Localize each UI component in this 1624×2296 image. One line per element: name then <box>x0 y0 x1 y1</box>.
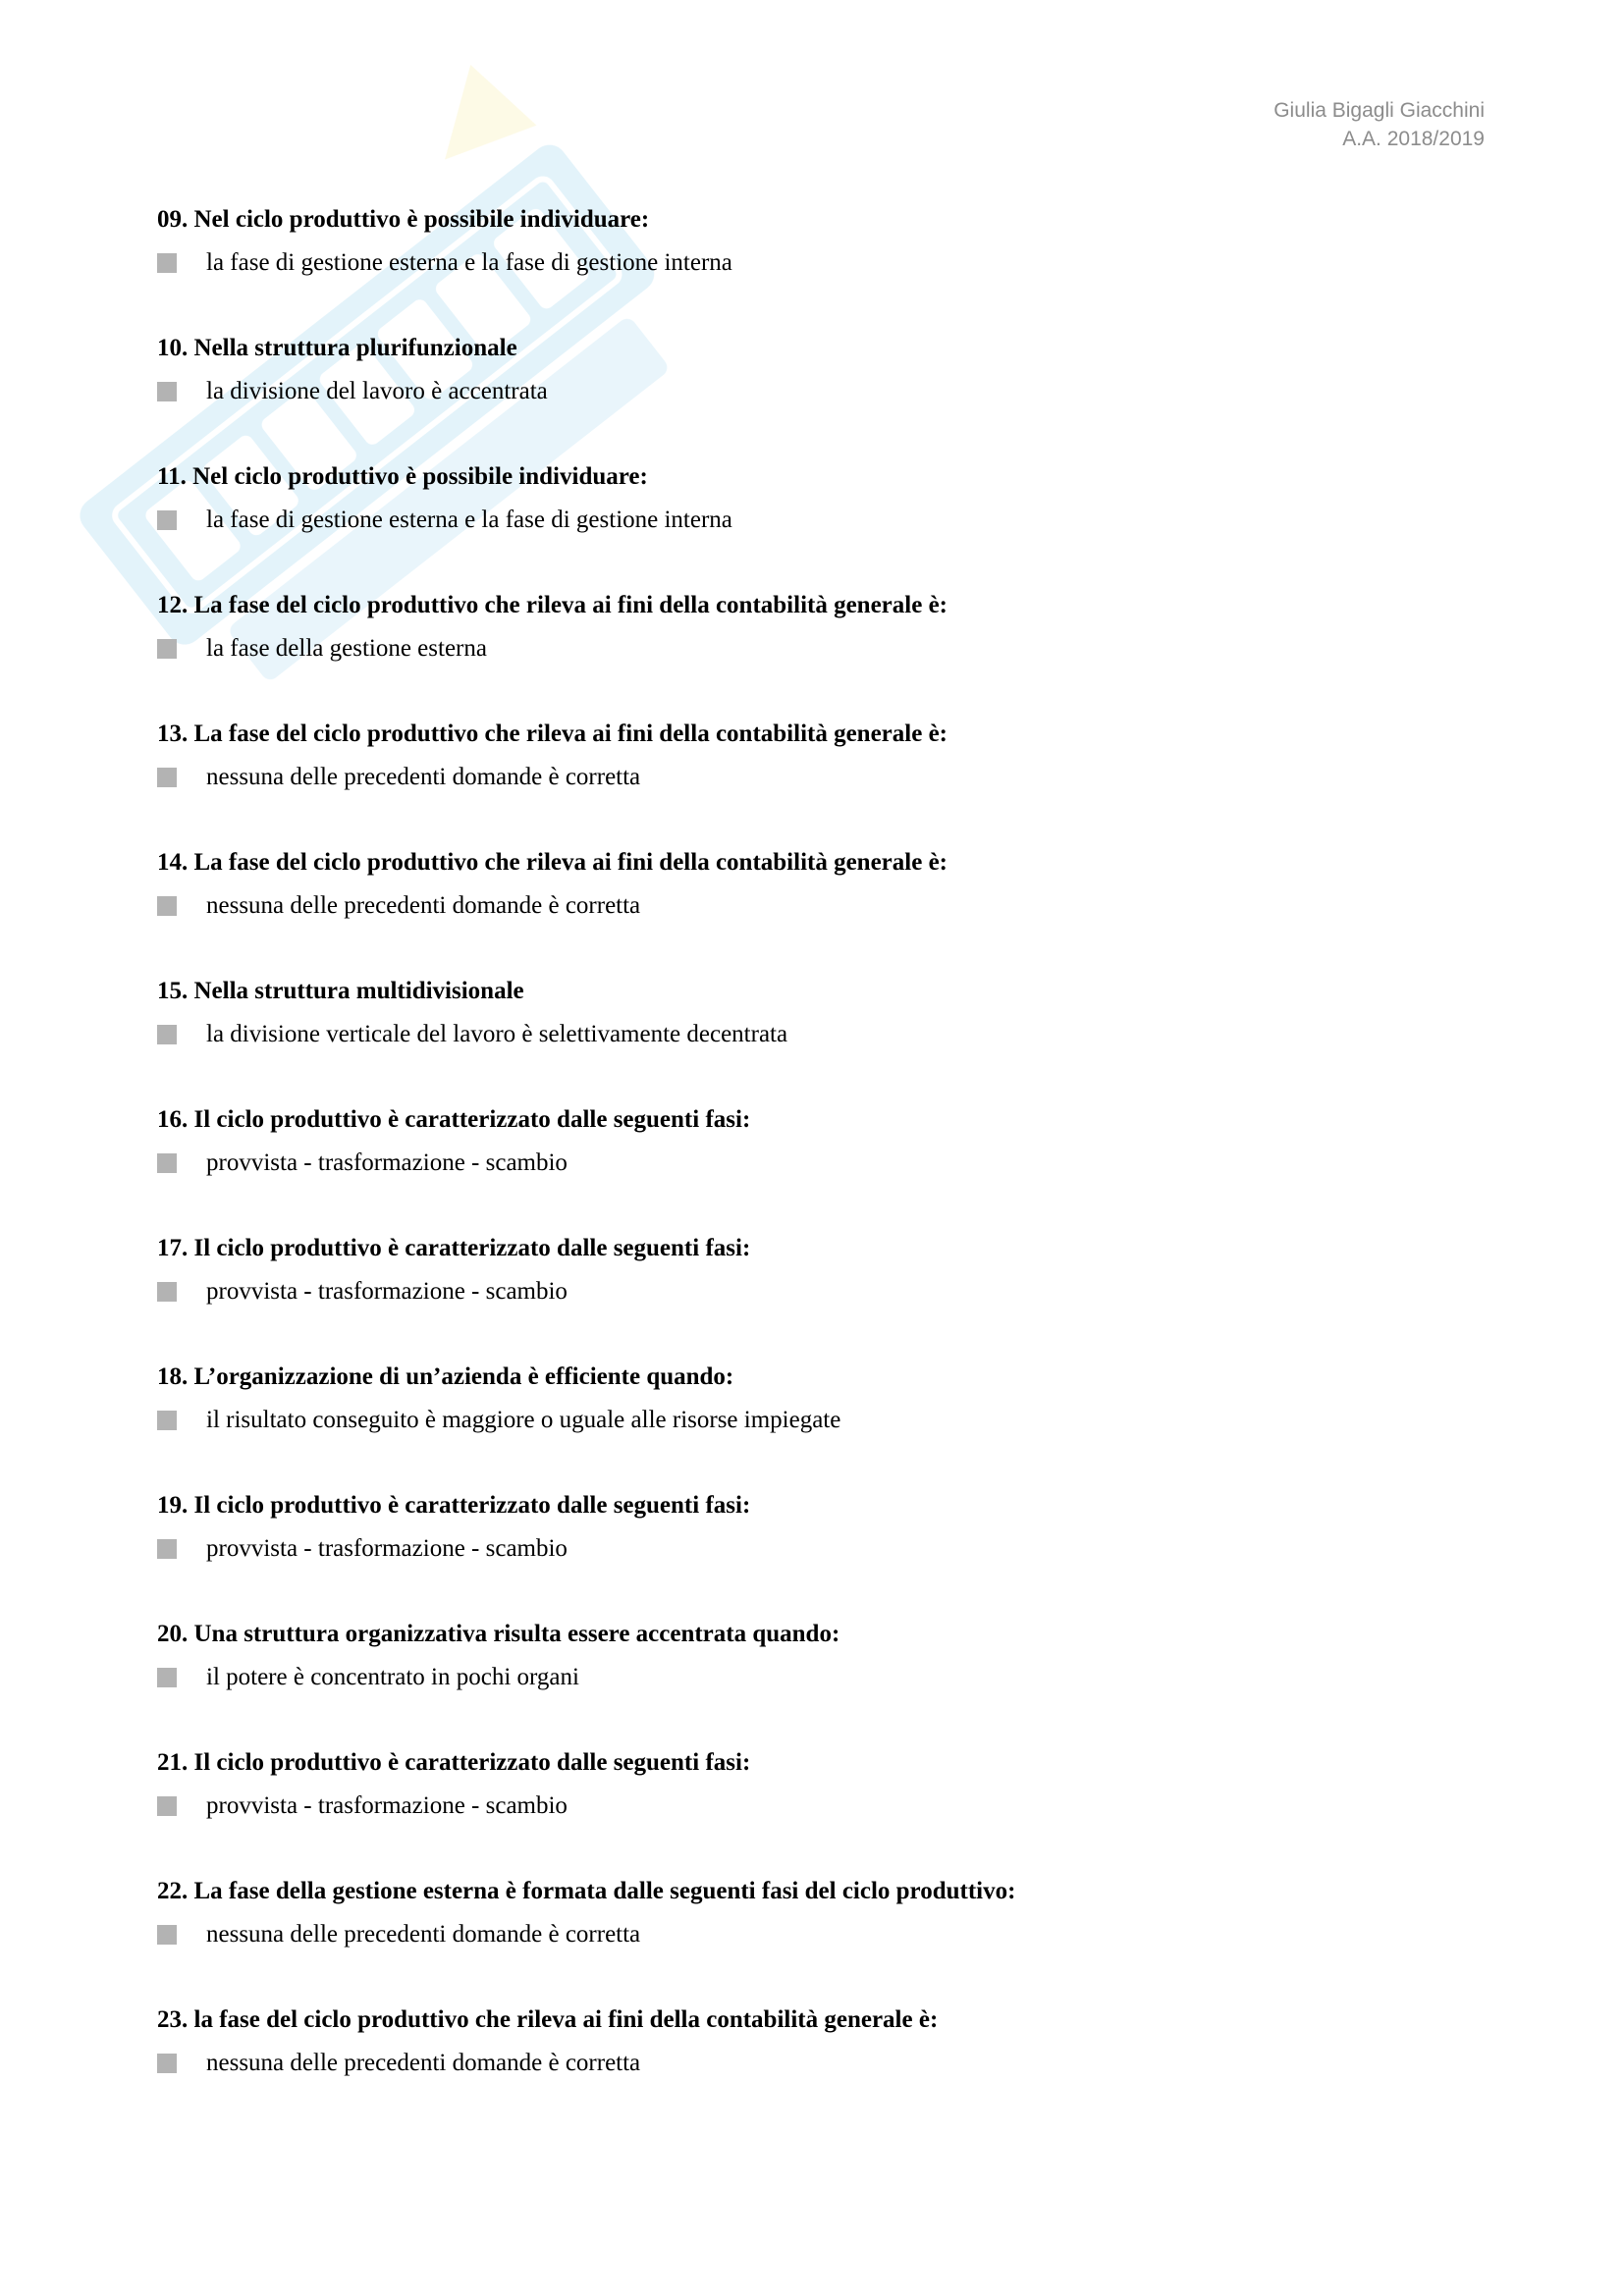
answer-text: provvista - trasformazione - scambio <box>206 1792 568 1819</box>
question-item <box>157 1233 1492 1362</box>
question-item <box>157 2004 1492 2133</box>
checkbox-icon <box>157 639 177 659</box>
question-item <box>157 1747 1492 1876</box>
answer-row <box>157 1533 568 1565</box>
question-item <box>157 719 1492 847</box>
checkbox-icon <box>157 1668 177 1687</box>
checkbox-icon <box>157 1282 177 1302</box>
academic-year: A.A. 2018/2019 <box>1342 128 1485 150</box>
question-text: 18. L’organizzazione di un’azienda è efficiente quando: <box>157 1363 734 1390</box>
question-item <box>157 976 1492 1104</box>
question-list <box>157 204 1492 2133</box>
answer-row <box>157 1662 579 1693</box>
question-text: 15. Nella struttura multidivisionale <box>157 978 524 1004</box>
question-item <box>157 1104 1492 1233</box>
checkbox-icon <box>157 1025 177 1044</box>
question-text: 23. la fase del ciclo produttivo che rileva ai fini della contabilità generale è: <box>157 2006 939 2033</box>
answer-text: provvista - trasformazione - scambio <box>206 1149 568 1176</box>
question-text: 19. Il ciclo produttivo è caratterizzato dalle seguenti fasi: <box>157 1492 751 1519</box>
answer-row <box>157 1405 840 1436</box>
answer-row <box>157 633 487 665</box>
checkbox-icon <box>157 1153 177 1173</box>
question-text: 14. La fase del ciclo produttivo che rileva ai fini della contabilità generale è: <box>157 849 947 876</box>
answer-text: provvista - trasformazione - scambio <box>206 1278 568 1305</box>
answer-text: nessuna delle precedenti domande è corretta <box>206 764 641 790</box>
question-text: 13. La fase del ciclo produttivo che rileva ai fini della contabilità generale è: <box>157 721 947 747</box>
question-text: 10. Nella struttura plurifunzionale <box>157 335 517 361</box>
answer-row <box>157 505 732 536</box>
question-text: 09. Nel ciclo produttivo è possibile individuare: <box>157 206 650 233</box>
question-text: 17. Il ciclo produttivo è caratterizzato dalle seguenti fasi: <box>157 1235 751 1261</box>
answer-row <box>157 890 640 922</box>
answer-row <box>157 247 732 279</box>
answer-text: la fase di gestione esterna e la fase di gestione interna <box>206 249 732 276</box>
answer-text: nessuna delle precedenti domande è corretta <box>206 892 641 919</box>
checkbox-icon <box>157 253 177 273</box>
question-item <box>157 590 1492 719</box>
checkbox-icon <box>157 1925 177 1945</box>
answer-row <box>157 376 548 407</box>
answer-text: il risultato conseguito è maggiore o uguale alle risorse impiegate <box>206 1407 841 1433</box>
author-name: Giulia Bigagli Giacchini <box>1273 99 1485 122</box>
answer-text: nessuna delle precedenti domande è corretta <box>206 2050 641 2076</box>
answer-text: la fase di gestione esterna e la fase di gestione interna <box>206 507 732 533</box>
answer-row <box>157 762 640 793</box>
question-text: 11. Nel ciclo produttivo è possibile individuare: <box>157 463 648 490</box>
question-item <box>157 1876 1492 2004</box>
answer-text: la fase della gestione esterna <box>206 635 487 662</box>
question-item <box>157 1490 1492 1619</box>
question-item <box>157 333 1492 461</box>
question-item <box>157 847 1492 976</box>
answer-row <box>157 1148 568 1179</box>
answer-text: la divisione verticale del lavoro è selettivamente decentrata <box>206 1021 788 1047</box>
checkbox-icon <box>157 768 177 787</box>
document-header <box>1273 96 1485 153</box>
answer-row <box>157 1019 787 1050</box>
question-text: 20. Una struttura organizzativa risulta essere accentrata quando: <box>157 1621 840 1647</box>
question-item <box>157 1362 1492 1490</box>
question-text: 22. La fase della gestione esterna è formata dalle seguenti fasi del ciclo produttivo: <box>157 1878 1016 1904</box>
question-text: 12. La fase del ciclo produttivo che rileva ai fini della contabilità generale è: <box>157 592 947 618</box>
answer-text: provvista - trasformazione - scambio <box>206 1535 568 1562</box>
question-item <box>157 1619 1492 1747</box>
answer-row <box>157 1790 568 1822</box>
question-item <box>157 204 1492 333</box>
question-item <box>157 461 1492 590</box>
checkbox-icon <box>157 2054 177 2073</box>
checkbox-icon <box>157 382 177 401</box>
answer-text: nessuna delle precedenti domande è corretta <box>206 1921 641 1948</box>
answer-text: la divisione del lavoro è accentrata <box>206 378 548 404</box>
checkbox-icon <box>157 510 177 530</box>
answer-row <box>157 1919 640 1950</box>
checkbox-icon <box>157 1539 177 1559</box>
answer-text: il potere è concentrato in pochi organi <box>206 1664 579 1690</box>
question-text: 16. Il ciclo produttivo è caratterizzato dalle seguenti fasi: <box>157 1106 751 1133</box>
question-text: 21. Il ciclo produttivo è caratterizzato dalle seguenti fasi: <box>157 1749 751 1776</box>
answer-row <box>157 2048 640 2079</box>
checkbox-icon <box>157 1796 177 1816</box>
checkbox-icon <box>157 896 177 916</box>
answer-row <box>157 1276 568 1308</box>
checkbox-icon <box>157 1411 177 1430</box>
